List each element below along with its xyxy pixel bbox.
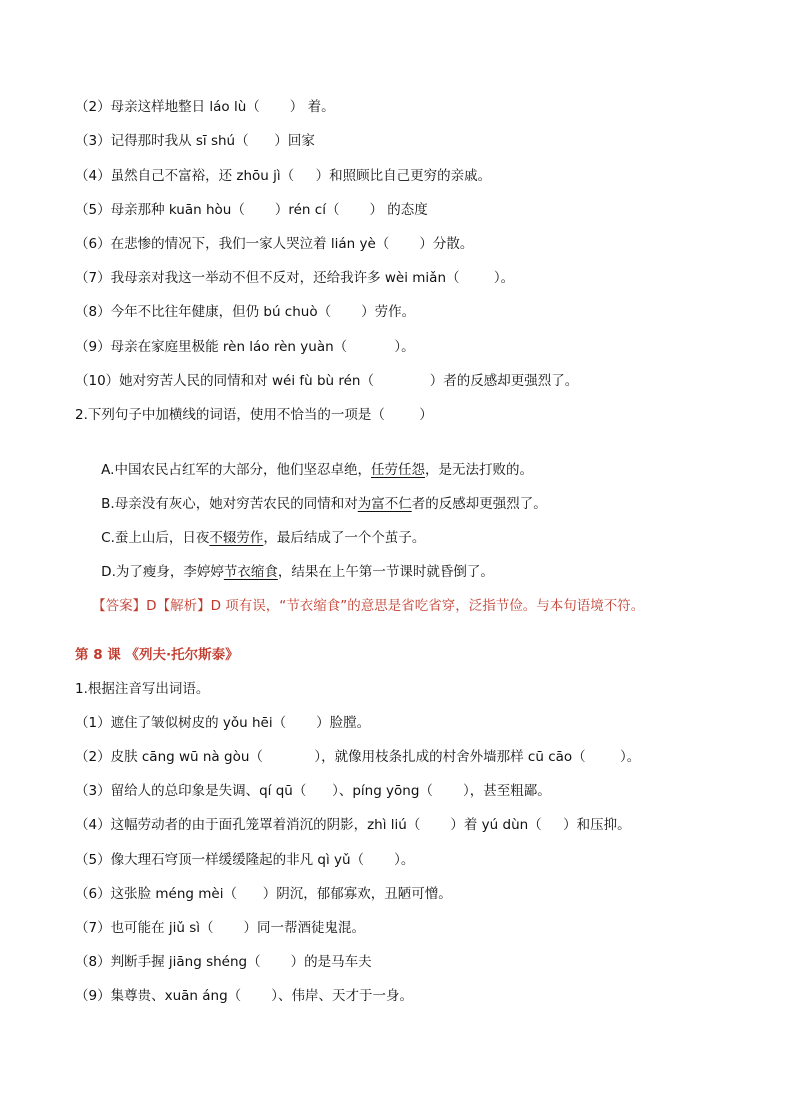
option-a-text: A.中国农民占红军的大部分，他们坚忍卓绝， [101, 462, 371, 478]
option-d-tail: ，结果在上午第一节课时就昏倒了。 [277, 564, 494, 580]
word-item-6: （6）在悲惨的情况下，我们一家人哭泣着 lián yè（ ）分散。 [75, 236, 474, 252]
s8-item-6: （6）这张脸 méng mèi（ ）阴沉，郁郁寡欢，丑陋可憎。 [75, 886, 452, 902]
analysis-text: D 项有误，“节衣缩食”的意思是省吃省穿，泛指节俭。与本句语境不符。 [210, 598, 645, 614]
option-c-underlined: 不辍劳作 [209, 530, 264, 546]
s8-item-9: （9）集尊贵、xuān áng（ ）、伟岸、天才于一身。 [75, 988, 413, 1004]
option-a [84, 440, 533, 478]
option-c [84, 508, 426, 546]
answer-line [75, 576, 645, 614]
option-d [84, 542, 494, 580]
option-c-text: C.蚕上山后，日夜 [101, 530, 210, 546]
word-item-4: （4）虽然自己不富裕，还 zhōu jì（ ）和照顾比自己更穷的亲戚。 [75, 168, 492, 184]
option-a-tail: ，是无法打败的。 [424, 462, 533, 478]
word-item-8: （8）今年不比往年健康，但仍 bú chuò（ ）劳作。 [75, 304, 416, 320]
option-d-underlined: 节衣缩食 [223, 564, 278, 580]
option-c-tail: ，最后结成了一个个茧子。 [263, 530, 426, 546]
answer-value: D [146, 598, 157, 614]
question-1-stem: 1.根据注音写出词语。 [75, 681, 210, 697]
word-item-3: （3）记得那时我从 sī shú（ ）回家 [75, 133, 315, 149]
option-b-underlined: 为富不仁 [357, 496, 412, 512]
s8-item-7: （7）也可能在 jiǔ sì（ ）同一帮酒徒鬼混。 [75, 920, 366, 936]
option-a-underlined: 任劳任怨 [370, 462, 425, 478]
word-item-5: （5）母亲那种 kuān hòu（ ）rén cí（ ） 的态度 [75, 202, 428, 218]
s8-item-4: （4）这幅劳动者的由于面孔笼罩着消沉的阴影，zhì liú（ ）着 yú dùn（ ）和压抑。 [75, 817, 631, 833]
s8-item-3: （3）留给人的总印象是失调、qí qū（ ）、píng yōng（ ），甚至粗鄙。 [75, 783, 551, 799]
s8-item-2: （2）皮肤 cāng wū nà gòu（ ），就像用枝条扎成的村舍外墙那样 cū cāo（ ）。 [75, 749, 641, 765]
word-item-2: （2）母亲这样地整日 láo lù（ ） 着。 [75, 99, 335, 115]
word-item-10: （10）她对穷苦人民的同情和对 wéi fù bù rén（ ）者的反感却更强烈了。 [75, 373, 579, 389]
s8-item-1: （1）遮住了皱似树皮的 yǒu hēi（ ）脸膛。 [75, 715, 371, 731]
lesson-8-title: 第 8 课 《列夫·托尔斯泰》 [75, 647, 239, 663]
s8-item-8: （8）判断手握 jiāng shéng（ ）的是马车夫 [75, 954, 372, 970]
word-item-7: （7）我母亲对我这一举动不但不反对，还给我许多 wèi miǎn（ ）。 [75, 270, 515, 286]
option-d-text: D.为了瘦身，李婷婷 [101, 564, 224, 580]
option-b-text: B.母亲没有灰心，她对穷苦农民的同情和对 [101, 496, 358, 512]
word-item-9: （9）母亲在家庭里极能 rèn láo rèn yuàn（ ）。 [75, 339, 415, 355]
option-b-tail: 者的反感却更强烈了。 [411, 496, 547, 512]
s8-item-5: （5）像大理石穹顶一样缓缓隆起的非凡 qì yǔ（ ）。 [75, 852, 415, 868]
question-2-stem: 2.下列句子中加横线的词语，使用不恰当的一项是（ ） [75, 407, 433, 423]
analysis-label: 【解析】 [156, 598, 211, 614]
option-b [84, 474, 547, 512]
answer-label: 【答案】 [92, 598, 147, 614]
